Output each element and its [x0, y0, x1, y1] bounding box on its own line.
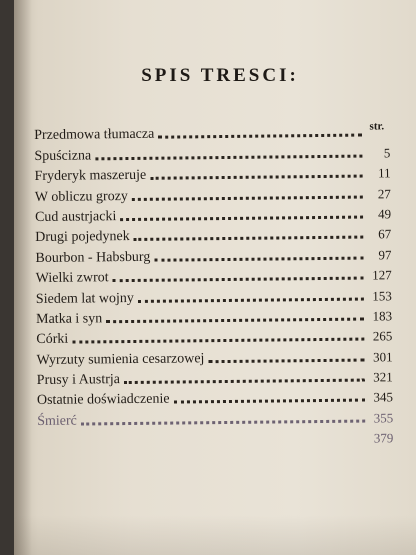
dot-leader: [124, 378, 365, 385]
book-page: [14, 0, 416, 555]
toc-entry-label: Śmierć: [37, 413, 77, 429]
dot-leader: [208, 357, 364, 363]
toc-entry-label: Bourbon - Habsburg: [35, 249, 151, 266]
toc-entry-page: 27: [377, 185, 391, 201]
toc-entry-page: 5: [383, 145, 391, 161]
toc-entry-page: 67: [378, 226, 392, 242]
dot-leader: [154, 255, 363, 261]
dot-leader: [134, 235, 364, 241]
toc-entry-label: Córki: [36, 331, 69, 348]
dot-leader: [41, 439, 365, 446]
toc-entry: [37, 426, 393, 450]
page-title: SPIS TRESCI:: [141, 65, 299, 86]
toc-entry-page: 301: [372, 348, 393, 365]
dot-leader: [106, 316, 364, 323]
toc-entry-label: Wyrzuty sumienia cesarzowej: [36, 350, 205, 368]
toc-entry-page: 265: [372, 328, 393, 344]
toc-entry-page: 49: [377, 206, 392, 222]
dot-leader: [158, 133, 362, 139]
page-bottom-shade: [14, 515, 416, 555]
toc-entry-label: Przedmowa tłumacza: [34, 127, 155, 144]
toc-entry-page: 321: [373, 369, 393, 385]
toc-entry-page: 97: [378, 246, 392, 263]
toc-entry-label: Siedem lat wojny: [35, 290, 134, 307]
dot-leader: [120, 215, 363, 222]
dot-leader: [95, 153, 362, 160]
toc-entry-page: 355: [373, 410, 394, 426]
toc-entry-page: 11: [377, 165, 391, 181]
toc-entry-label: Ostatnie doświadczenie: [36, 392, 170, 409]
toc-entry-page: 345: [373, 389, 394, 405]
toc-entry-label: Fryderyk maszeruje: [34, 168, 147, 185]
dot-leader: [81, 418, 365, 425]
toc-entry-label: W obliczu grozy: [34, 188, 128, 205]
toc-entry-label: Prusy i Austrja: [36, 372, 121, 389]
toc-entry-page: 379: [373, 430, 394, 446]
toc-entry-page: 183: [372, 308, 393, 324]
table-of-contents: [34, 114, 393, 450]
toc-entry-page: 127: [372, 267, 392, 283]
toc-entry: [34, 114, 390, 144]
dot-leader: [138, 296, 364, 302]
toc-entry-label: Spuścizna: [34, 148, 92, 164]
dot-leader: [72, 337, 364, 344]
dot-leader: [113, 276, 364, 283]
dot-leader: [174, 398, 365, 404]
toc-entry-label: Drugi pojedynek: [35, 229, 130, 246]
toc-entry-label: Wielki zwrot: [35, 270, 109, 287]
toc-entry-label: Matka i syn: [36, 311, 103, 327]
toc-entry-label: Cud austrjacki: [34, 209, 117, 225]
dot-leader: [132, 194, 363, 200]
page-column-header: str.: [369, 120, 385, 133]
toc-entry-page: 153: [372, 287, 392, 303]
dot-leader: [150, 174, 362, 180]
